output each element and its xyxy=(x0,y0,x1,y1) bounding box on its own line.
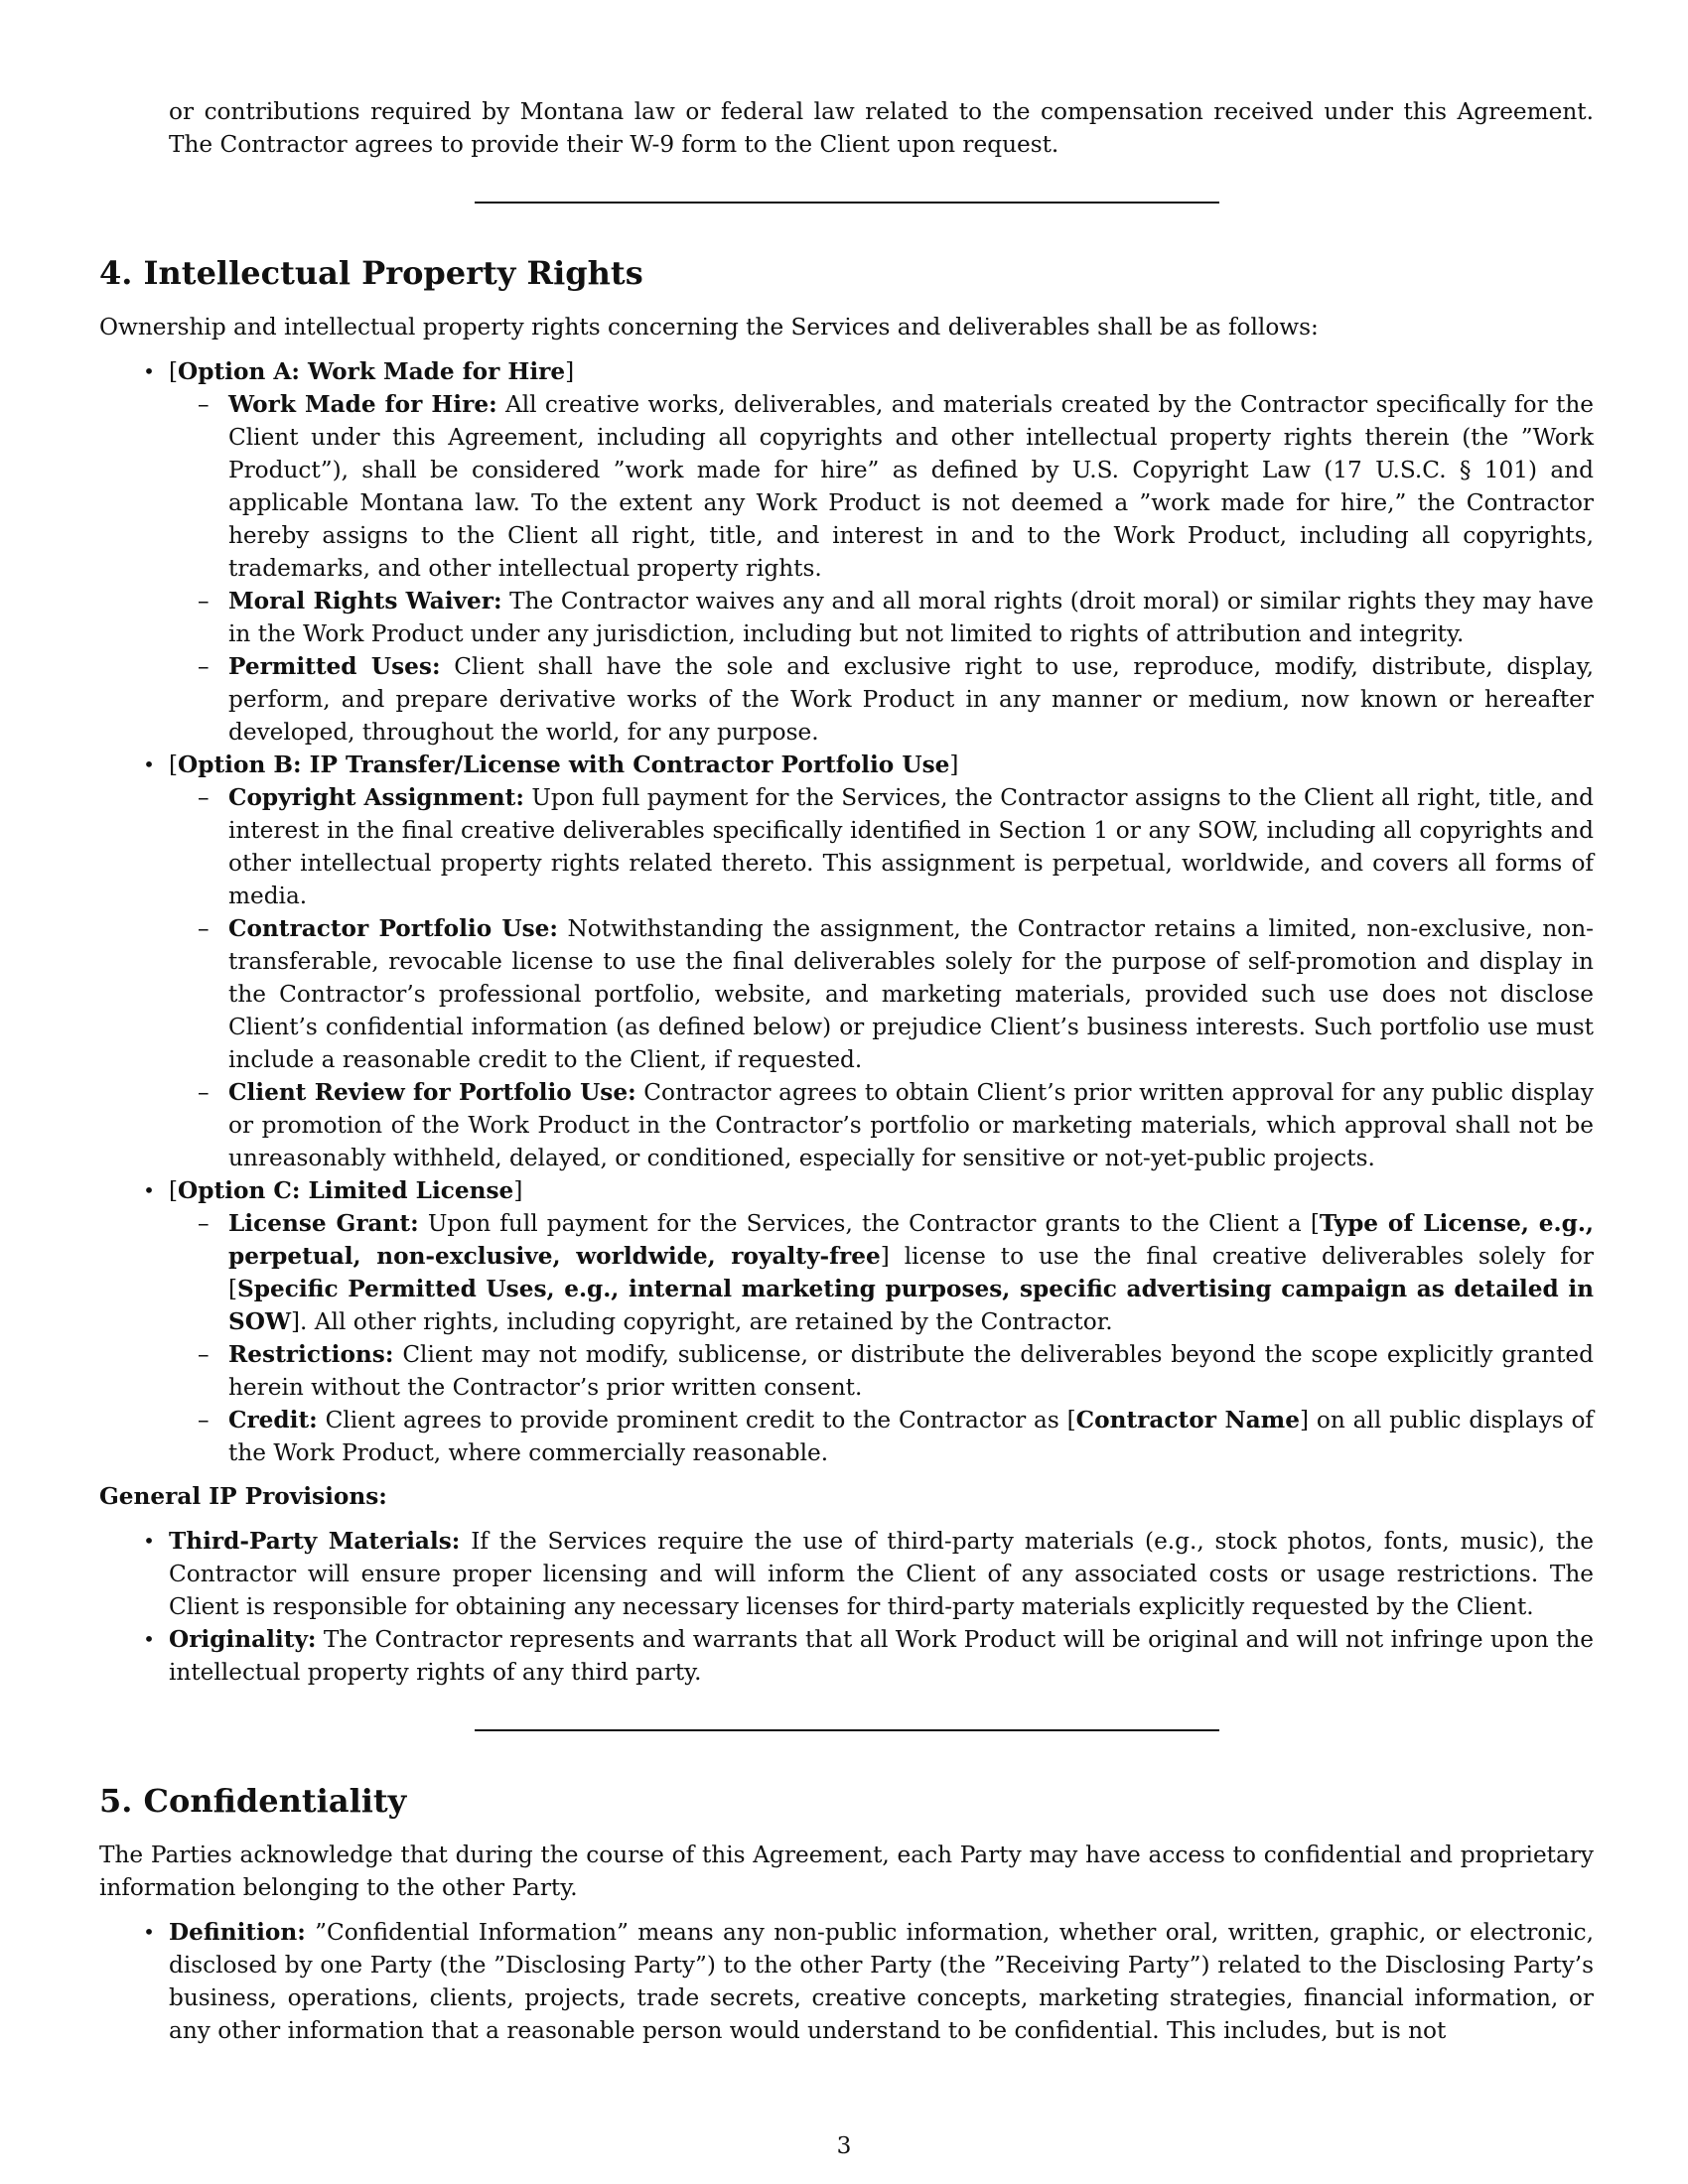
item-label: Contractor Portfolio Use: xyxy=(228,915,558,942)
list-item xyxy=(169,912,1594,1076)
item-text: Upon full payment for the Services, the Contractor assigns to the Client all right, title, and interest in the final creative deliverables specifically identified in Section 1 or any SOW, including all copyrights and other intellectual property rights related thereto. This assignment is perpetual, worldwide, and covers all forms of media. xyxy=(228,784,1594,909)
item-text: on all public displays of the Work Product, where commercially reasonable. xyxy=(228,1407,1594,1466)
option-c-title: Option C: Limited License xyxy=(178,1177,514,1204)
bullet-icon: • xyxy=(143,359,155,383)
item-label: Definition: xyxy=(169,1919,306,1946)
general-ip-list xyxy=(99,1525,1594,1689)
document-page xyxy=(99,95,1594,2047)
item-text: Client agrees to provide prominent credit to the Contractor as xyxy=(325,1407,1059,1433)
bullet-icon: • xyxy=(143,1627,155,1651)
item-label: Third-Party Materials: xyxy=(169,1528,461,1555)
dash-icon: – xyxy=(198,915,210,942)
item-text: Contractor agrees to obtain Client’s prior written approval for any public display or promotion of the Work Product in the Contractor’s portfolio or marketing materials, which approval shall not be unreasonably withheld, delayed, or conditioned, especially for sensitive or not-yet-public projects. xyxy=(228,1079,1594,1171)
general-ip-heading: General IP Provisions: xyxy=(99,1483,387,1510)
page-number: 3 xyxy=(836,2132,852,2159)
bullet-icon: • xyxy=(143,1920,155,1944)
dash-icon: – xyxy=(198,1341,210,1368)
option-c: • [Option C: Limited License] – License Grant: Upon full payment for the Services, the Contractor grants to the Client a [Type of License, e.g., perpetual, non-exclusive, worldwide, royalty-free] license to use the final creative deliverables solely for [Specific Permitted Uses, e.g., internal marketing purposes, specific advertising campaign as detailed in SOW]. All other rights, including copyright, are retained by the Contractor. – Restrictions: Client may not modify, sublicense, or distribute the deliverables beyond the scope explicitly granted herein without the Contractor’s prior written consent. – Credit: Client agrees to provide prominent credit to the Contractor as [Contractor Name] on all public displays of the Work Product, where commercially reasonable. xyxy=(99,1174,1594,1469)
item-text: Upon full payment for the Services, the Contractor grants to the Client a xyxy=(427,1210,1302,1237)
item-text: license to use the final creative deliverables solely for xyxy=(904,1243,1594,1270)
item-label: Copyright Assignment: xyxy=(228,784,524,811)
item-label: Originality: xyxy=(169,1626,317,1653)
dash-icon: – xyxy=(198,1407,210,1433)
list-item xyxy=(169,781,1594,912)
item-text: If the Services require the use of third-party materials (e.g., stock photos, fonts, music), the Contractor will ensure proper licensing and will inform the Client of any associated costs or usage restrictions. The Client is responsible for obtaining any necessary licenses for third-party materials explicitly requested by the Client. xyxy=(169,1528,1594,1620)
list-item xyxy=(99,1525,1594,1623)
item-text: Client shall have the sole and exclusive right to use, reproduce, modify, distribute, display, perform, and prepare derivative works of the Work Product in any manner or medium, now known or hereafter developed, throughout the world, for any purpose. xyxy=(228,653,1594,746)
permitted-uses-placeholder: Specific Permitted Uses, e.g., internal marketing purposes, specific advertising campaign as detailed in SOW xyxy=(228,1276,1594,1335)
item-text: Notwithstanding the assignment, the Contractor retains a limited, non-exclusive, non-transferable, revocable license to use the final deliverables solely for the purpose of self-promotion and display in the Contractor’s professional portfolio, website, and marketing materials, provided such use does not disclose Client’s confidential information (as defined below) or prejudice Client’s business interests. Such portfolio use must include a reasonable credit to the Client, if requested. xyxy=(228,915,1594,1073)
license-type-placeholder: Type of License, e.g., perpetual, non-exclusive, worldwide, royalty-free xyxy=(228,1210,1594,1270)
option-a-title: Option A: Work Made for Hire xyxy=(178,358,566,385)
item-label: Permitted Uses: xyxy=(228,653,441,680)
dash-icon: – xyxy=(198,588,210,614)
item-label: Moral Rights Waiver: xyxy=(228,588,502,614)
section-5-heading: 5. Confidentiality xyxy=(99,1782,407,1820)
list-item xyxy=(169,650,1594,749)
item-text: The Contractor waives any and all moral rights (droit moral) or similar rights they may have in the Work Product under any jurisdiction, including but not limited to rights of attribution and integrity. xyxy=(228,588,1595,647)
ip-options-list xyxy=(99,355,1594,1469)
dash-icon: – xyxy=(198,1079,210,1106)
bullet-icon: • xyxy=(143,1178,155,1202)
list-item xyxy=(169,1076,1594,1174)
item-label: Client Review for Portfolio Use: xyxy=(228,1079,636,1106)
dash-icon: – xyxy=(198,784,210,811)
option-a: • [Option A: Work Made for Hire] – Work Made for Hire: All creative works, deliverables, and materials created by the Contractor specifically for the Client under this Agreement, including all copyrights and other intellectual property rights therein (the ”Work Product”), shall be considered ”work made for hire” as defined by U.S. Copyright Law (17 U.S.C. § 101) and applicable Montana law. To the extent any Work Product is not deemed a ”work made for hire,” the Contractor hereby assigns to the Client all right, title, and interest in and to the Work Product, including all copyrights, trademarks, and other intellectual property rights. – Moral Rights Waiver: The Contractor waives any and all moral rights (droit moral) or similar rights they may have in the Work Product under any jurisdiction, including but not limited to rights of attribution and integrity. – Permitted Uses: Client shall have the sole and exclusive right to use, reproduce, modify, distribute, display, perform, and prepare derivative works of the Work Product in any manner or medium, now known or hereafter developed, throughout the world, for any purpose. xyxy=(99,355,1594,749)
section-divider xyxy=(475,1729,1219,1731)
list-item xyxy=(99,1916,1594,2047)
list-item xyxy=(169,585,1594,650)
list-item xyxy=(99,1623,1594,1689)
confidentiality-list xyxy=(99,1916,1594,2047)
item-text: The Contractor represents and warrants that all Work Product will be original and will not infringe upon the intellectual property rights of any third party. xyxy=(169,1626,1595,1686)
item-text: Client may not modify, sublicense, or distribute the deliverables beyond the scope explicitly granted herein without the Contractor’s prior written consent. xyxy=(228,1341,1595,1401)
item-text: All creative works, deliverables, and materials created by the Contractor specifically for the Client under this Agreement, including all copyrights and other intellectual property rights therein (the ”Work Product”), shall be considered ”work made for hire” as defined by U.S. Copyright Law (17 U.S.C. § 101) and applicable Montana law. To the extent any Work Product is not deemed a ”work made for hire,” the Contractor hereby assigns to the Client all right, title, and interest in and to the Work Product, including all copyrights, trademarks, and other intellectual property rights. xyxy=(228,391,1594,582)
list-item: – License Grant: Upon full payment for the Services, the Contractor grants to the Client a [Type of License, e.g., perpetual, non-exclusive, worldwide, royalty-free] license to use the final creative deliverables solely for [Specific Permitted Uses, e.g., internal marketing purposes, specific advertising campaign as detailed in SOW]. All other rights, including copyright, are retained by the Contractor. xyxy=(169,1207,1594,1338)
dash-icon: – xyxy=(198,653,210,680)
option-b: • [Option B: IP Transfer/License with Contractor Portfolio Use] – Copyright Assignment: Upon full payment for the Services, the Contractor assigns to the Client all right, title, and interest in the final creative deliverables specifically identified in Section 1 or any SOW, including all copyrights and other intellectual property rights related thereto. This assignment is perpetual, worldwide, and covers all forms of media. – Contractor Portfolio Use: Notwithstanding the assignment, the Contractor retains a limited, non-exclusive, non-transferable, revocable license to use the final deliverables solely for the purpose of self-promotion and display in the Contractor’s professional portfolio, website, and marketing materials, provided such use does not disclose Client’s confidential information (as defined below) or prejudice Client’s business interests. Such portfolio use must include a reasonable credit to the Client, if requested. – Client Review for Portfolio Use: Contractor agrees to obtain Client’s prior written approval for any public display or promotion of the Work Product in the Contractor’s portfolio or marketing materials, which approval shall not be unreasonably withheld, delayed, or conditioned, especially for sensitive or not-yet-public projects. xyxy=(99,749,1594,1174)
item-label: Restrictions: xyxy=(228,1341,394,1368)
option-c-items xyxy=(169,1207,1594,1469)
dash-icon: – xyxy=(198,1210,210,1237)
item-text: ”Confidential Information” means any non-public information, whether oral, written, graphic, or electronic, disclosed by one Party (the ”Disclosing Party”) to the other Party (the ”Receiving Party”) related to the Disclosing Party’s business, operations, clients, projects, trade secrets, creative concepts, marketing strategies, financial information, or any other information that a reasonable person would understand to be confidential. This includes, but is not xyxy=(169,1919,1595,2044)
item-label: Work Made for Hire: xyxy=(228,391,497,418)
list-item xyxy=(169,388,1594,585)
list-item xyxy=(169,1338,1594,1404)
section-4-heading: 4. Intellectual Property Rights xyxy=(99,254,643,292)
bullet-icon: • xyxy=(143,752,155,776)
section-divider xyxy=(475,202,1219,204)
option-b-items xyxy=(169,781,1594,1174)
dash-icon: – xyxy=(198,391,210,418)
contractor-name-placeholder: Contractor Name xyxy=(1075,1407,1300,1433)
list-item: – Credit: Client agrees to provide prominent credit to the Contractor as [Contractor Name] on all public displays of the Work Product, where commercially reasonable. xyxy=(169,1404,1594,1469)
section-5-intro: The Parties acknowledge that during the course of this Agreement, each Party may have access to confidential and proprietary information belonging to the other Party. xyxy=(99,1842,1594,1901)
option-a-items xyxy=(169,388,1594,749)
option-b-title: Option B: IP Transfer/License with Contractor Portfolio Use xyxy=(178,751,950,778)
intro-paragraph: or contributions required by Montana law or federal law related to the compensation received under this Agreement. The Contractor agrees to provide their W-9 form to the Client upon request. xyxy=(169,98,1594,158)
item-text: . All other rights, including copyright, are retained by the Contractor. xyxy=(300,1308,1113,1335)
item-label: License Grant: xyxy=(228,1210,419,1237)
bullet-icon: • xyxy=(143,1529,155,1553)
section-4-intro: Ownership and intellectual property rights concerning the Services and deliverables shall be as follows: xyxy=(99,314,1319,341)
item-label: Credit: xyxy=(228,1407,318,1433)
